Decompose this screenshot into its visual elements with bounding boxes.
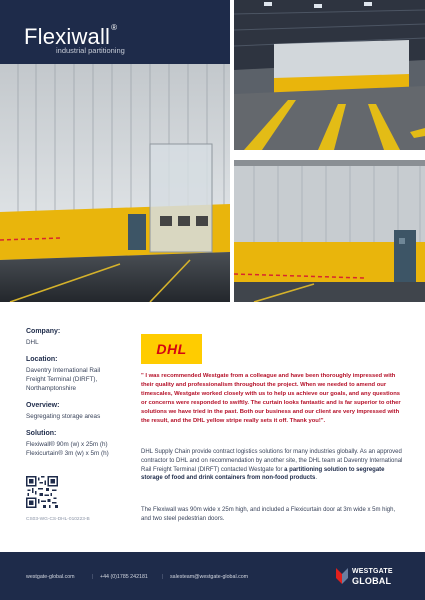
qr-code-icon[interactable] <box>26 476 58 508</box>
brand-header <box>0 0 230 64</box>
photo-wall-closeup <box>234 160 425 302</box>
company-block <box>26 328 126 347</box>
location-line: Daventry International Rail <box>26 367 101 374</box>
reference-code: CS03-WG-CS-DHL-010223-B <box>26 517 90 522</box>
solution-line: Flexiwall® 90m (w) x 25m (h) <box>26 441 108 448</box>
page-footer <box>0 552 425 600</box>
overview-block <box>26 402 126 421</box>
body-paragraph-1-end: . <box>315 475 318 482</box>
dhl-logo-text: DHL <box>156 341 187 357</box>
body-paragraph-1 <box>141 448 406 483</box>
westgate-logo-bottom: GLOBAL <box>352 576 392 586</box>
brand-name: Flexiwall <box>24 24 111 49</box>
footer-separator: | <box>92 574 94 580</box>
company-value: DHL <box>26 339 39 346</box>
body-paragraph-1-text: DHL Supply Chain provide contract logistics solutions for many industries globally. As an approved contractor to DHL and on recommendation by another site, the DHL team at Daventry International Rail Freight Terminal (DIRFT) contacted Westgate for <box>141 449 403 473</box>
solution-block <box>26 430 126 458</box>
dhl-logo <box>141 334 202 364</box>
location-block <box>26 356 126 393</box>
brand-tagline: industrial partitioning <box>56 46 125 55</box>
registered-mark: ® <box>111 22 118 32</box>
overview-label: Overview: <box>26 402 60 409</box>
body-paragraph-2: The Flexiwall was 90m wide x 25m high, and included a Flexicurtain door at 3m wide x 5m high, and two steel pedestrian doors. <box>141 507 396 522</box>
solution-label: Solution: <box>26 430 57 437</box>
solution-line: Flexicurtain® 3m (w) x 5m (h) <box>26 450 109 457</box>
footer-phone[interactable]: +44 (0)1785 242181 <box>100 574 148 580</box>
location-line: Northamptonshire <box>26 385 77 392</box>
location-line: Freight Terminal (DIRFT), <box>26 376 98 383</box>
westgate-logo-top: WESTGATE <box>352 568 393 575</box>
project-info <box>26 328 126 467</box>
body-paragraph-1-bold: a partitioning solution to segregate storage of food and drink containers from non-food products <box>141 466 385 482</box>
footer-separator: | <box>162 574 164 580</box>
company-label: Company: <box>26 328 61 335</box>
location-label: Location: <box>26 356 58 363</box>
footer-email-link[interactable]: salesteam@westgate-global.com <box>170 574 249 580</box>
overview-value: Segregating storage areas <box>26 413 101 420</box>
client-testimonial: " I was recommended Westgate from a colleague and have been thoroughly impressed with their quality and professionalism throughout the project. When we needed to amend our timescales, Westgate worked closely with us to help us achieve our goals, and any questions or concerns were responded to swiftly. The curtain looks fantastic and is far superior to other solutions we have tried in the past. Both our business and our client are very impressed with the result, and the DHL yellow stripe really sets it off. Thank you!". <box>141 373 401 425</box>
photo-warehouse-floor <box>234 0 425 150</box>
footer-website-link[interactable]: westgate-global.com <box>26 574 75 580</box>
photo-warehouse-wall <box>0 64 230 302</box>
westgate-logo-icon <box>336 568 348 584</box>
